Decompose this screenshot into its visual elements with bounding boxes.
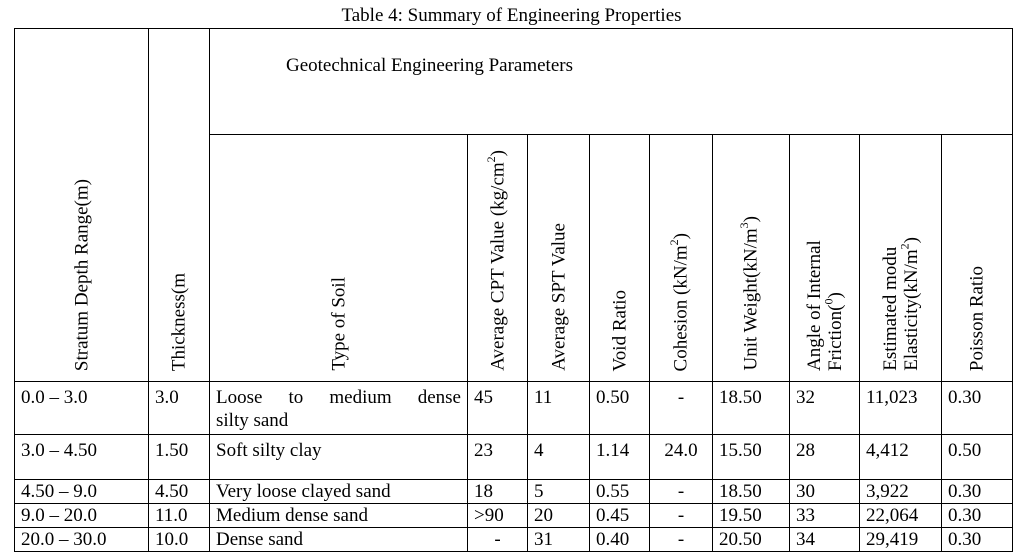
cell-cohesion: 24.0 bbox=[650, 435, 713, 480]
cell-thickness: 1.50 bbox=[149, 435, 210, 480]
cell-unit-weight: 15.50 bbox=[713, 435, 790, 480]
cell-spt: 4 bbox=[528, 435, 590, 480]
cell-depth: 0.0 – 3.0 bbox=[15, 382, 149, 435]
cell-cpt: 45 bbox=[468, 382, 528, 435]
cell-unit-weight: 19.50 bbox=[713, 504, 790, 528]
cell-thickness: 4.50 bbox=[149, 480, 210, 504]
header-geotechnical-parameters: Geotechnical Engineering Parameters bbox=[210, 29, 1013, 135]
header-void-ratio: Void Ratio bbox=[590, 135, 650, 382]
cell-unit-weight: 18.50 bbox=[713, 382, 790, 435]
cell-thickness: 11.0 bbox=[149, 504, 210, 528]
cell-elasticity: 29,419 bbox=[860, 528, 942, 552]
cell-poisson: 0.30 bbox=[942, 382, 1013, 435]
cell-unit-weight: 20.50 bbox=[713, 528, 790, 552]
cell-cpt: >90 bbox=[468, 504, 528, 528]
cell-cpt: - bbox=[468, 528, 528, 552]
cell-soil: Dense sand bbox=[210, 528, 468, 552]
engineering-properties-table bbox=[14, 28, 1013, 552]
cell-void: 0.45 bbox=[590, 504, 650, 528]
cell-cohesion: - bbox=[650, 504, 713, 528]
header-friction-angle: Angle of Internal Friction($^0$) bbox=[790, 135, 860, 382]
cell-depth: 4.50 – 9.0 bbox=[15, 480, 149, 504]
cell-depth: 20.0 – 30.0 bbox=[15, 528, 149, 552]
cell-depth: 3.0 – 4.50 bbox=[15, 435, 149, 480]
header-depth: Stratum Depth Range(m) bbox=[15, 29, 149, 382]
cell-thickness: 3.0 bbox=[149, 382, 210, 435]
header-cpt: Average CPT Value $(kg/cm^2)$ bbox=[468, 135, 528, 382]
cell-friction: 33 bbox=[790, 504, 860, 528]
cell-soil: Loose to medium dense silty sand bbox=[210, 382, 468, 435]
cell-spt: 31 bbox=[528, 528, 590, 552]
table-row bbox=[15, 480, 1013, 504]
header-unit-weight: Unit $Weight(kN/m^3)$ bbox=[713, 135, 790, 382]
cell-void: 0.50 bbox=[590, 382, 650, 435]
cell-elasticity: 4,412 bbox=[860, 435, 942, 480]
header-thickness: Thickness(m bbox=[149, 29, 210, 382]
header-cohesion: Cohesion $(kN/m^2)$ bbox=[650, 135, 713, 382]
cell-void: 0.40 bbox=[590, 528, 650, 552]
cell-depth: 9.0 – 20.0 bbox=[15, 504, 149, 528]
cell-spt: 11 bbox=[528, 382, 590, 435]
cell-cohesion: - bbox=[650, 528, 713, 552]
cell-elasticity: 3,922 bbox=[860, 480, 942, 504]
cell-unit-weight: 18.50 bbox=[713, 480, 790, 504]
cell-void: 1.14 bbox=[590, 435, 650, 480]
header-poisson-ratio: Poisson Ratio bbox=[942, 135, 1013, 382]
cell-friction: 30 bbox=[790, 480, 860, 504]
cell-soil: Very loose clayed sand bbox=[210, 480, 468, 504]
cell-soil: Soft silty clay bbox=[210, 435, 468, 480]
table-row bbox=[15, 382, 1013, 435]
cell-cohesion: - bbox=[650, 480, 713, 504]
header-soil-type: Type of Soil bbox=[210, 135, 468, 382]
cell-poisson: 0.30 bbox=[942, 528, 1013, 552]
cell-spt: 5 bbox=[528, 480, 590, 504]
cell-elasticity: 22,064 bbox=[860, 504, 942, 528]
cell-cpt: 18 bbox=[468, 480, 528, 504]
cell-friction: 34 bbox=[790, 528, 860, 552]
cell-cpt: 23 bbox=[468, 435, 528, 480]
cell-friction: 32 bbox=[790, 382, 860, 435]
table-row bbox=[15, 435, 1013, 480]
cell-poisson: 0.50 bbox=[942, 435, 1013, 480]
cell-thickness: 10.0 bbox=[149, 528, 210, 552]
table-row bbox=[15, 504, 1013, 528]
cell-poisson: 0.30 bbox=[942, 480, 1013, 504]
cell-spt: 20 bbox=[528, 504, 590, 528]
cell-poisson: 0.30 bbox=[942, 504, 1013, 528]
table-title: Table 4: Summary of Engineering Properties bbox=[341, 5, 682, 26]
header-spt: Average SPT Value bbox=[528, 135, 590, 382]
cell-void: 0.55 bbox=[590, 480, 650, 504]
cell-cohesion: - bbox=[650, 382, 713, 435]
header-elasticity: Estimated modu $Elasticity(kN/m^2)$ bbox=[860, 135, 942, 382]
cell-soil: Medium dense sand bbox=[210, 504, 468, 528]
cell-friction: 28 bbox=[790, 435, 860, 480]
cell-elasticity: 11,023 bbox=[860, 382, 942, 435]
